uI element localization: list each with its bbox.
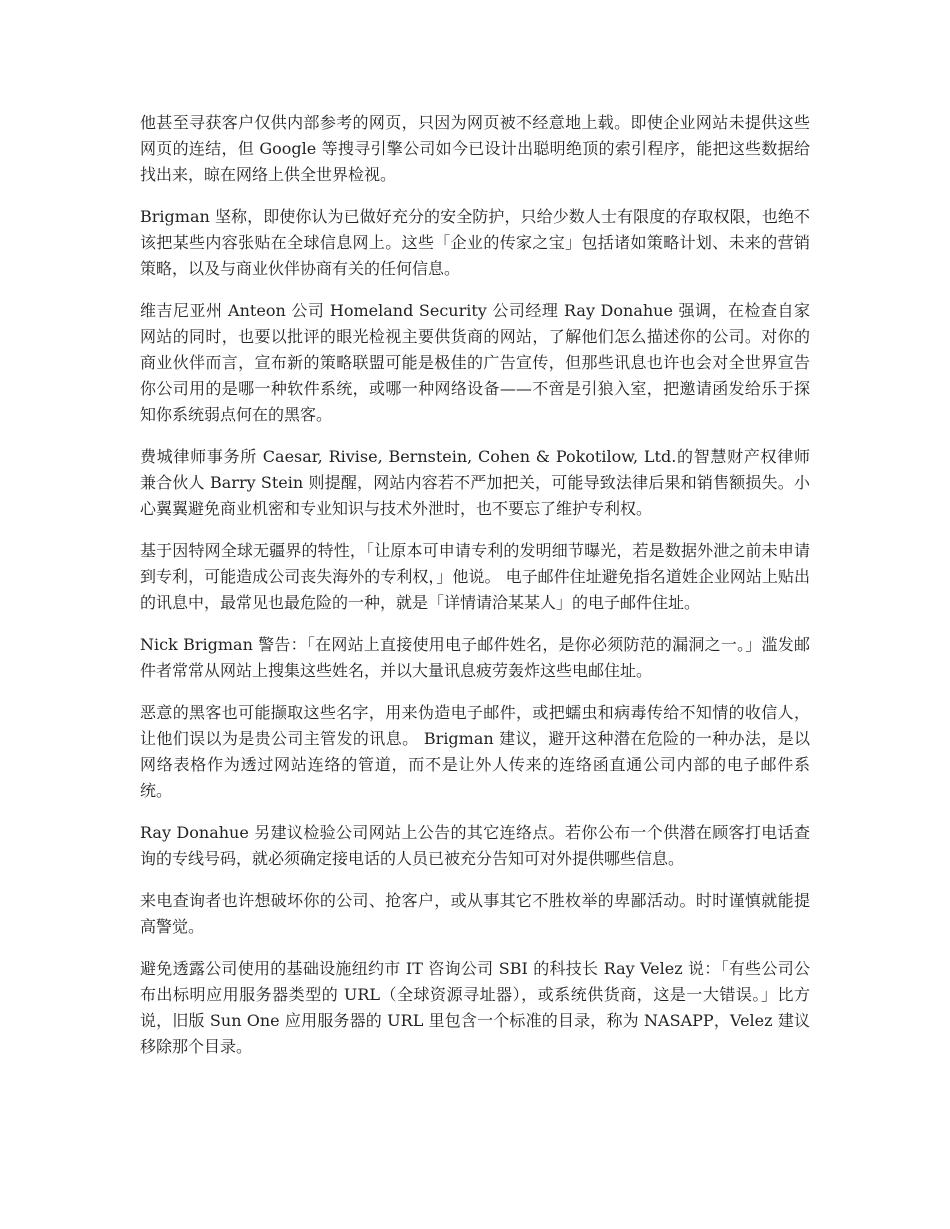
paragraph-8: Ray Donahue 另建议检验公司网站上公告的其它连络点。若你公布一个供潜在顾客打电话查询的专线号码，就必须确定接电话的人员已被充分告知可对外提供哪些信息。	[140, 823, 810, 868]
paragraph-4: 费城律师事务所 Caesar, Rivise, Bernstein, Cohen & Pokotilow, Ltd.的智慧财产权律师兼合伙人 Barry Stein 则提醒，网站内容若不严加把关，可能导致法律后果和销售额损失。小心翼翼避免商业机密和专业知识与技术外泄时，也不要忘了维护专利权。	[140, 447, 810, 518]
paragraph-7: 恶意的黑客也可能撷取这些名字，用来伪造电子邮件，或把蠕虫和病毒传给不知情的收信人，让他们误以为是贵公司主管发的讯息。 Brigman 建议，避开这种潜在危险的一种办法，是以网络表格作为透过网站连络的管道，而不是让外人传来的连络函直通公司内部的电子邮件系统。	[140, 703, 810, 800]
document-body	[140, 110, 810, 1076]
paragraph-5: 基于因特网全球无疆界的特性，「让原本可申请专利的发明细节曝光，若是数据外泄之前未申请到专利，可能造成公司丧失海外的专利权，」他说。 电子邮件住址避免指名道姓企业网站上贴出的讯息中，最常见也最危险的一种，就是「详情请洽某某人」的电子邮件住址。	[140, 541, 810, 612]
paragraph-1: 他甚至寻获客户仅供内部参考的网页，只因为网页被不经意地上载。即使企业网站未提供这些网页的连结，但 Google 等搜寻引擎公司如今已设计出聪明绝顶的索引程序，能把这些数据给找出来，晾在网络上供全世界检视。	[140, 113, 810, 184]
paragraph-2: Brigman 坚称，即使你认为已做好充分的安全防护，只给少数人士有限度的存取权限，也绝不该把某些内容张贴在全球信息网上。这些「企业的传家之宝」包括诸如策略计划、未来的营销策略，以及与商业伙伴协商有关的任何信息。	[140, 207, 810, 278]
paragraph-10: 避免透露公司使用的基础设施纽约市 IT 咨询公司 SBI 的科技长 Ray Velez 说：「有些公司公布出标明应用服务器类型的 URL（全球资源寻址器），或系统供货商，这是一大错误。」比方说，旧版 Sun One 应用服务器的 URL 里包含一个标准的目录，称为 NASAPP，Velez 建议移除那个目录。	[140, 959, 810, 1056]
paragraph-9: 来电查询者也许想破坏你的公司、抢客户，或从事其它不胜枚举的卑鄙活动。时时谨慎就能提高警觉。	[140, 891, 810, 936]
paragraph-6: Nick Brigman 警告：「在网站上直接使用电子邮件姓名，是你必须防范的漏洞之一。」滥发邮件者常常从网站上搜集这些姓名，并以大量讯息疲劳轰炸这些电邮住址。	[140, 635, 810, 680]
paragraph-3: 维吉尼亚州 Anteon 公司 Homeland Security 公司经理 Ray Donahue 强调，在检查自家网站的同时，也要以批评的眼光检视主要供货商的网站，了解他们怎么描述你的公司。对你的商业伙伴而言，宣布新的策略联盟可能是极佳的广告宣传，但那些讯息也许也会对全世界宣告你公司用的是哪一种软件系统，或哪一种网络设备——不啻是引狼入室，把邀请函发给乐于探知你系统弱点何在的黑客。	[140, 301, 810, 424]
